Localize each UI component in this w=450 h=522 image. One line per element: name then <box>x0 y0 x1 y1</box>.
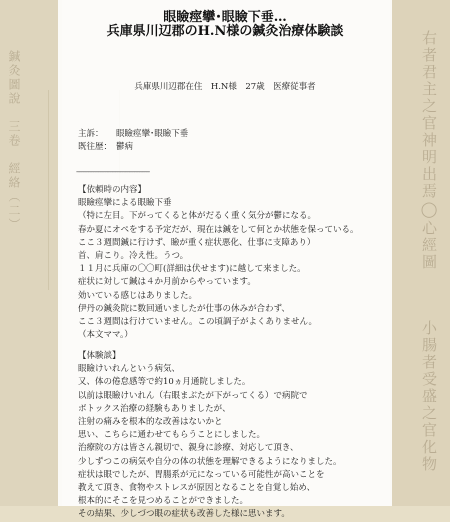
experience-line: 根本的にそこを見つめることができました。 <box>78 496 249 507</box>
background-vertical-text-right-lower: 小腸者受盛之官化物 <box>420 320 438 473</box>
experience-line: 思い、こちらに通わせてもらうことにしました。 <box>78 430 266 441</box>
patient-info: 兵庫県川辺郡在住 H.N様 27歳 医療従事者 <box>134 82 316 92</box>
background-vertical-text-right: 右者君主之官神明出焉◯心經圖 <box>420 30 438 271</box>
request-line: ここ３週間鍼に行けず、瞼が重く症状悪化、仕事に支障あり） <box>78 237 316 248</box>
experience-line: 治療院の方は皆さん親切で、親身に診療、対応して頂き、 <box>78 443 299 454</box>
request-line: 春か夏にオペをする予定だが、現在は鍼をして何とか状態を保っている。 <box>78 224 359 235</box>
page-title: 眼瞼痙攣･眼瞼下垂… <box>163 10 287 25</box>
experience-line: 又、体の倦怠感等で約10ヵ月通院しました。 <box>78 377 251 388</box>
experience-line: ボトックス治療の経験もありましたが、 <box>78 403 231 414</box>
request-line: ここ３週間は行けていません。この頃調子がよくありません。 <box>78 317 318 328</box>
history-row <box>78 140 133 152</box>
experience-line: 眼瞼けいれんという病気、 <box>78 364 181 375</box>
experience-line: 注射の痛みを根本的な改善はないかと <box>78 417 223 428</box>
experience-line: 少しずつこの病気や自分の体の状態を理解できるようになりました。 <box>78 456 342 467</box>
request-line: （本文ママ。） <box>78 330 133 341</box>
request-line: 首、肩こり。冷え性。うつ。 <box>78 251 189 262</box>
chief-complaint-label: 主訴： <box>78 129 104 139</box>
experience-line: その結果、少しづつ眼の症状も改善した様に思います。 <box>78 509 290 520</box>
experience-line: 症状は眼でしたが、胃腸系が元になっている可能性が高いことを <box>78 469 325 480</box>
chief-complaint-value: 眼瞼痙攣･眼瞼下垂 <box>116 129 189 139</box>
chief-complaint-row <box>78 127 188 139</box>
request-line: 眼瞼痙攣による眼瞼下垂 <box>78 198 172 209</box>
history-label: 既往歴： <box>78 142 113 152</box>
request-line: 症状に対して鍼は４か月前からやっています。 <box>78 277 256 288</box>
request-line: １１月に兵庫の〇〇町(詳細は伏せます)に越して来ました。 <box>78 264 306 275</box>
request-section <box>78 184 378 342</box>
background-vertical-text-left: 鍼灸圖說 三卷 經絡（二） <box>7 50 21 232</box>
request-line: 効いている感じはありました。 <box>78 290 198 301</box>
page-subtitle: 兵庫県川辺郡のH.N様の鍼灸治療体験談 <box>106 24 344 39</box>
experience-line: 【体験談】 <box>78 351 121 361</box>
history-value: 鬱病 <box>116 142 134 152</box>
separator-line: ------------------------------------------- <box>76 167 150 176</box>
request-line: 【依頼時の内容】 <box>78 185 147 195</box>
experience-line: 以前は眼瞼けいれん（右眼まぶたが下がってくる）で病院で <box>78 390 308 401</box>
request-line: （特に左目。下がってくると体がだるく重く気分が鬱になる。 <box>78 211 317 222</box>
experience-line: 教えて頂き、食物やストレスが原因となることを自覚し始め、 <box>78 483 316 494</box>
request-line: 伊丹の鍼灸院に数回通いましたが仕事の休みが合わず、 <box>78 303 290 314</box>
testimonial-panel <box>58 0 392 520</box>
experience-section <box>78 350 378 522</box>
